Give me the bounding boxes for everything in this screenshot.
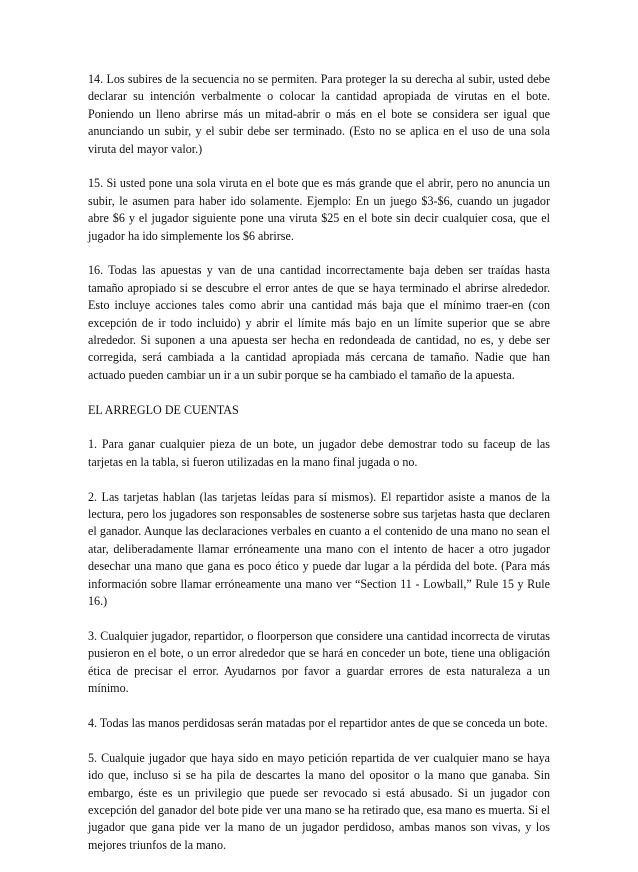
paragraph-rule-14: 14. Los subires de la secuencia no se permiten. Para proteger la su derecha al subir, usted debe declarar su intención verbalmente o colocar la cantidad apropiada de virutas en el bote. Poniendo un lleno abrirse más un mitad-abrir o más en el bote se considera ser igual que anunciando un subir, y el subir debe ser terminado. (Esto no se aplica en el uso de una sola viruta del mayor valor.) (88, 72, 550, 156)
paragraph-showdown-3: 3. Cualquier jugador, repartidor, o floorperson que considere una cantidad incorrecta de virutas pusieron en el bote, o un error alrededor que se hará en conceder un bote, tiene una obligación ética de precisar el error. Ayudarnos por favor a guardar errores de esta naturaleza a un mínimo. (88, 628, 550, 696)
paragraph-showdown-4: 4. Todas las manos perdidosas serán matadas por el repartidor antes de que se conceda un bote. (88, 715, 548, 730)
paragraph-showdown-1: 1. Para ganar cualquier pieza de un bote, un jugador debe demostrar todo su faceup de las tarjetas en la tabla, si fueron utilizadas en la mano final jugada o no. (88, 437, 550, 469)
paragraph-showdown-5: 5. Cualquie jugador que haya sido en mayo petición repartida de ver cualquier mano se haya ido que, incluso si se ha pila de descartes la mano del opositor o la mano que ganaba. Sin embargo, éste es un privilegio que puede ser revocado si está abusado. Si un jugador con excepción del ganador del bote pide ver una mano se ha retirado que, esa mano es muerta. Si el jugador que gana pide ver la mano de un jugador perdidoso, ambas manos son vivas, y los mejores triunfos de la mano. (88, 750, 550, 852)
section-heading: EL ARREGLO DE CUENTAS (88, 402, 239, 417)
paragraph-showdown-2: 2. Las tarjetas hablan (las tarjetas leídas para sí mismos). El repartidor asiste a manos de la lectura, pero los jugadores son responsables de sostenerse sobre sus tarjetas hasta que declaren el ganador. Aunque las declaraciones verbales en cuanto a el contenido de una mano no sean el atar, deliberadamente llamar erróneamente una mano con el intento de hacer a otro jugador desechar una mano que gana es poco ético y puede dar lugar a la pérdida del bote. (Para más información sobre llamar erróneamente una mano ver “Section 11 - Lowball,” Rule 15 y Rule 16.) (88, 489, 550, 609)
paragraph-rule-16: 16. Todas las apuestas y van de una cantidad incorrectamente baja deben ser traídas hasta tamaño apropiado si se descubre el error antes de que se haya terminado el abrirse alrededor. Esto incluye acciones tales como abrir una cantidad más baja que el mínimo traer-en (con excepción de ir todo incluido) y abrir el límite más bajo en un límite superior que se abre alrededor. Si suponen a una apuesta ser hecha en redondeada de cantidad, no es, y debe ser corregida, será cambiada a la cantidad apropiada más cercana de tamaño. Nadie que han actuado pueden cambiar un ir a un subir porque se ha cambiado el tamaño de la apuesta. (88, 263, 550, 382)
document-page (88, 71, 550, 872)
paragraph-rule-15: 15. Si usted pone una sola viruta en el bote que es más grande que el abrir, pero no anuncia un subir, le asumen para haber ido solamente. Ejemplo: En un juego $3-$6, cuando un jugador abre $6 y el jugador siguiente pone una viruta $25 en el bote sin decir cualquier cosa, que el jugador ha ido simplemente los $6 abrirse. (88, 176, 550, 243)
